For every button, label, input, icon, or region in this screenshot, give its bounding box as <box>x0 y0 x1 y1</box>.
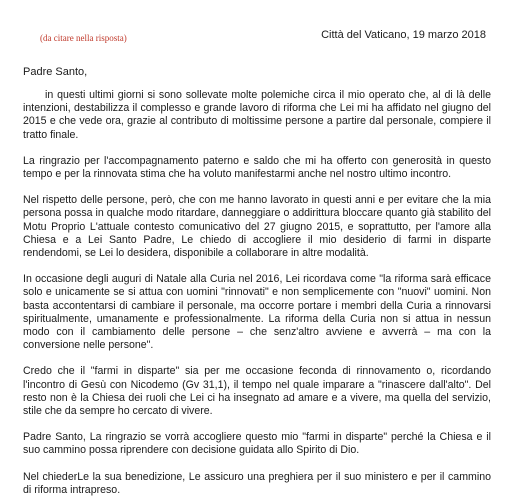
letter-body <box>23 89 491 497</box>
paragraph-5: Credo che il "farmi in disparte" sia per me occasione feconda di rinnovamento o, ricordando l'incontro di Gesù con Nicodemo (Gv 31,1), il tempo nel quale imparare a "rinascere dall'alto". Del resto non è la Chiesa dei ruoli che Lei ci ha insegnato ad amare e a vivere, ma quella del servizio, stile che da sempre ho cercato di vivere. <box>23 365 491 418</box>
paragraph-2: La ringrazio per l'accompagnamento paterno e saldo che mi ha offerto con generosità in questo tempo e per la rinnovata stima che ha voluto manifestarmi anche nel nostro ultimo incontro. <box>23 154 491 181</box>
salutation: Padre Santo, <box>23 66 88 78</box>
reference-note: (da citare nella risposta) <box>40 33 127 43</box>
paragraph-6: Padre Santo, La ringrazio se vorrà accogliere questo mio "farmi in disparte" perché la Chiesa e il suo cammino possa riprendere con decisione guidata allo Spirito di Dio. <box>23 431 491 457</box>
paragraph-3: Nel rispetto delle persone, però, che con me hanno lavorato in questi anni e per evitare che la mia persona possa in qualche modo ritardare, danneggiare o addirittura bloccare quanto già stabilito del Motu Proprio L'attuale contesto comunicativo del 27 giugno 2015, e soprattutto, per l'amore alla Chiesa e a Lei Santo Padre, Le chiedo di accogliere il mio desiderio di farmi in disparte rendendomi, se Lei lo desidera, disponibile a collaborare in altre modalità. <box>23 194 491 260</box>
paragraph-7: Nel chiederLe la sua benedizione, Le assicuro una preghiera per il suo ministero e per il cammino di riforma intrapreso. <box>23 470 491 496</box>
paragraph-4: In occasione degli auguri di Natale alla Curia nel 2016, Lei ricordava come "la riforma sarà efficace solo e unicamente se si attua con uomini "rinnovati" e non semplicemente con "nuovi" uomini. Non basta accontentarsi di cambiare il personale, ma occorre portare i membri della Curia a rinnovarsi spiritualmente, umanamente e professionalmente. La riforma della Curia non si attua in nessun modo con il cambiamento delle persone – che senz'altro avviene e avverrà – ma con la conversione nelle persone". <box>23 273 491 352</box>
place-date: Città del Vaticano, 19 marzo 2018 <box>321 29 486 41</box>
paragraph-1: in questi ultimi giorni si sono sollevate molte polemiche circa il mio operato che, al di là delle intenzioni, destabilizza il complesso e grande lavoro di riforma che Lei mi ha affidato nel giugno del 2015 e che vede ora, grazie al contributo di moltissime persone a partire dal personale, compiere il tratto finale. <box>23 89 491 141</box>
